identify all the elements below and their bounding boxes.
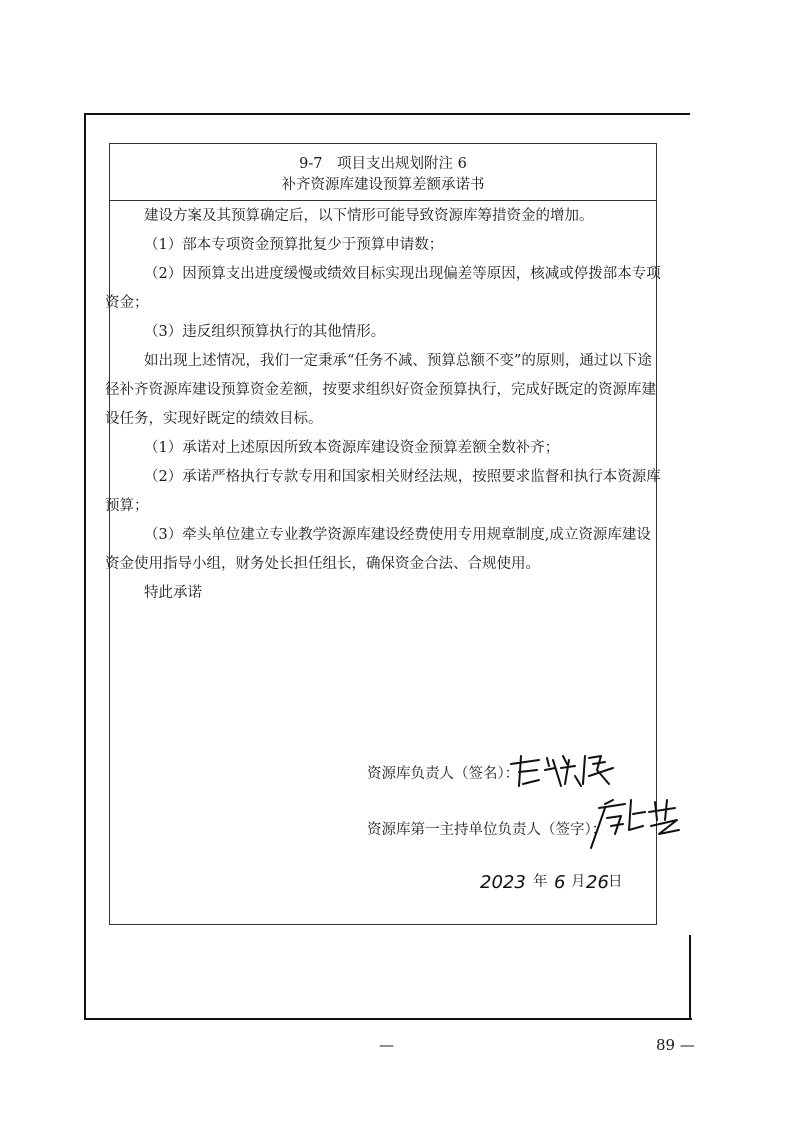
paragraph: （2）因预算支出进度缓慢或绩效目标实现出现偏差等原因，核减或停拨部本专项资金； xyxy=(105,266,661,311)
paragraph: 如出现上述情况，我们一定秉承“任务不减、预算总额不变”的原则，通过以下途径补齐资源库建设预算资金差额，按要求组织好资金预算执行，完成好既定的资源库建设任务，实现好既定的绩效目标。 xyxy=(105,353,656,427)
document-title: 补齐资源库建设预算差额承诺书 xyxy=(281,177,485,193)
unit-leader-handwritten-signature xyxy=(585,790,685,852)
header-divider xyxy=(110,200,656,201)
page-number: 89 — xyxy=(656,1036,695,1054)
date-month-suffix: 月 xyxy=(571,874,586,890)
leader-signature-label: 资源库负责人（签名）： xyxy=(367,766,520,782)
signature-date xyxy=(478,866,658,900)
left-rule xyxy=(84,113,86,1020)
commitment-body xyxy=(105,202,665,608)
date-year-suffix: 年 xyxy=(533,874,548,890)
paragraph: （3）违反组织预算执行的其他情形。 xyxy=(144,324,386,340)
date-day: 26 xyxy=(586,872,609,893)
unit-leader-signature-label: 资源库第一主持单位负责人（签字）： xyxy=(367,822,607,838)
top-rule xyxy=(84,113,690,115)
bottom-rule xyxy=(84,1018,692,1020)
footer-dash: — xyxy=(379,1036,394,1054)
paragraph: 建设方案及其预算确定后，以下情形可能导致资源库筹措资金的增加。 xyxy=(144,208,594,224)
paragraph: （1）承诺对上述原因所致本资源库建设资金预算差额全数补齐； xyxy=(144,440,560,456)
paragraph: （3）牵头单位建立专业教学资源库建设经费使用专用规章制度,成立资源库建设资金使用指导小组，财务处长担任组长，确保资金合法、合规使用。 xyxy=(105,527,651,572)
date-day-suffix: 日 xyxy=(608,874,623,890)
closing-statement: 特此承诺 xyxy=(144,585,202,601)
date-month: 6 xyxy=(554,872,566,893)
date-year: 2023 xyxy=(480,872,526,893)
paragraph: （2）承诺严格执行专款专用和国家相关财经法规，按照要求监督和执行本资源库预算； xyxy=(105,469,661,514)
leader-handwritten-signature xyxy=(505,746,620,794)
section-title: 9-7 项目支出规划附注 6 xyxy=(299,156,467,172)
right-rule xyxy=(689,935,691,1020)
paragraph: （1）部本专项资金预算批复少于预算申请数； xyxy=(144,237,444,253)
